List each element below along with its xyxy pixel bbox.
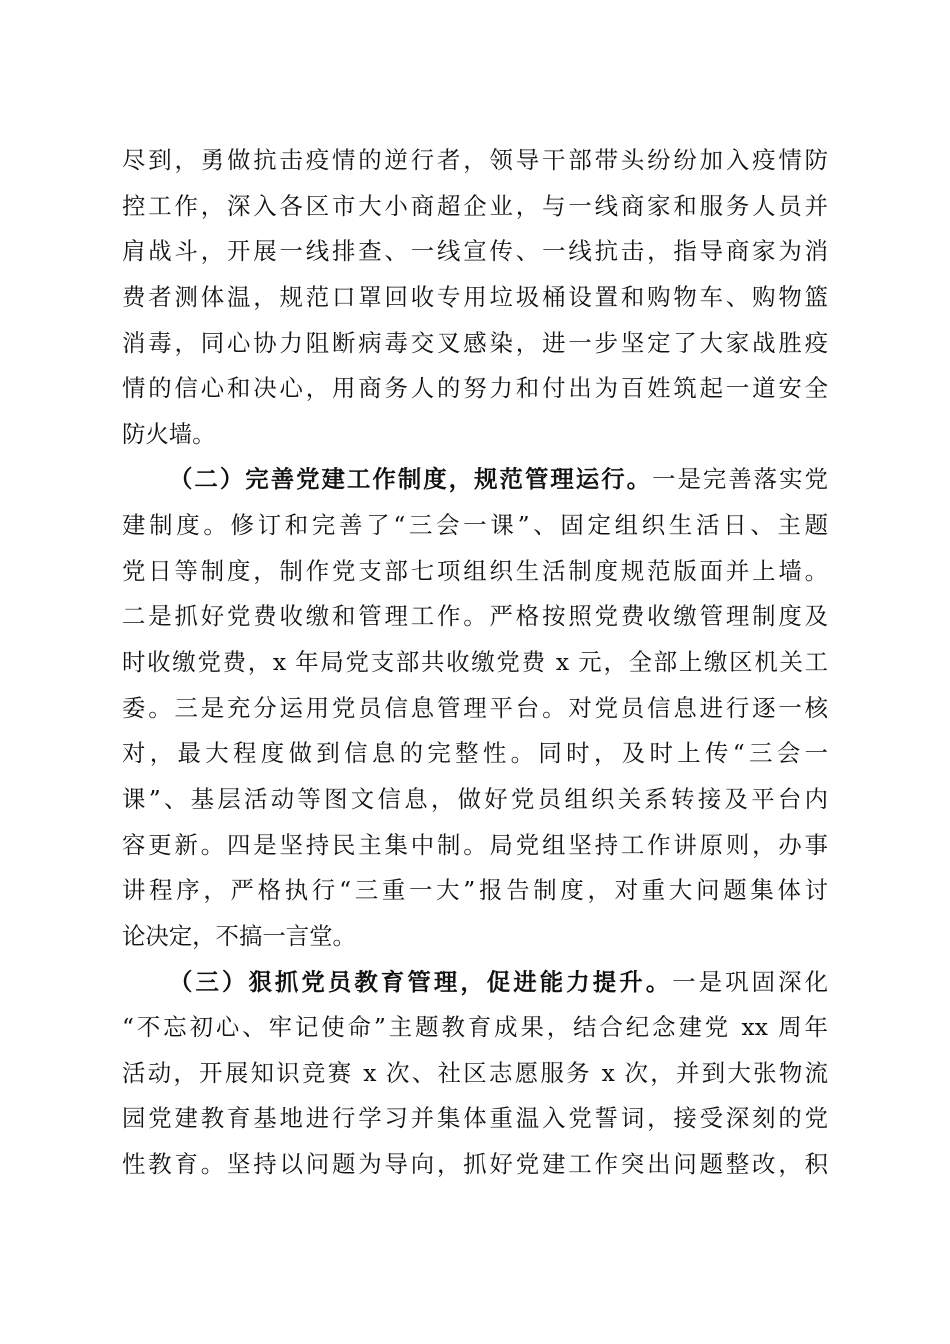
text-line: 情的信心和决心，用商务人的努力和付出为百姓筑起一道安全 xyxy=(122,374,828,403)
text-line: 控工作，深入各区市大小商超企业，与一线商家和服务人员并 xyxy=(122,191,828,220)
text-run: 一是巩固深化 xyxy=(672,967,829,996)
section-heading-line xyxy=(122,457,828,503)
text-line: 二是抓好党费收缴和管理工作。严格按照党费收缴管理制度及 xyxy=(122,602,828,631)
text-line: 对，最大程度做到信息的完整性。同时，及时上传“三会一 xyxy=(122,739,828,768)
text-line: 委。三是充分运用党员信息管理平台。对党员信息进行逐一核 xyxy=(122,693,828,722)
text-run: 一是完善落实党 xyxy=(652,465,828,494)
text-line: 性教育。坚持以问题为导向，抓好党建工作突出问题整改，积 xyxy=(122,1150,828,1179)
section-heading: （三）狠抓党员教育管理，促进能力提升。 xyxy=(169,967,673,996)
text-line: 活动，开展知识竞赛 x 次、社区志愿服务 x 次，并到大张物流 xyxy=(122,1058,828,1087)
text-line: 党日等制度，制作党支部七项组织生活制度规范版面并上墙。 xyxy=(122,556,828,585)
text-line: 费者测体温，规范口罩回收专用垃圾桶设置和购物车、购物篮 xyxy=(122,282,828,311)
text-line: “不忘初心、牢记使命”主题教育成果，结合纪念建党 xx 周年 xyxy=(122,1013,828,1042)
text-line: 论决定，不搞一言堂。 xyxy=(122,921,356,950)
text-line: 建制度。修订和完善了“三会一课”、固定组织生活日、主题 xyxy=(122,511,828,540)
text-line: 容更新。四是坚持民主集中制。局党组坚持工作讲原则，办事 xyxy=(122,830,828,859)
text-line: 尽到，勇做抗击疫情的逆行者，领导干部带头纷纷加入疫情防 xyxy=(122,146,828,174)
text-line: 肩战斗，开展一线排查、一线宣传、一线抗击，指导商家为消 xyxy=(122,237,828,266)
text-line: 防火墙。 xyxy=(122,419,216,448)
text-line: 讲程序，严格执行“三重一大”报告制度，对重大问题集体讨 xyxy=(122,876,828,905)
section-heading: （二）完善党建工作制度，规范管理运行。 xyxy=(169,465,653,494)
text-line: 课”、基层活动等图文信息，做好党员组织关系转接及平台内 xyxy=(122,784,828,813)
document-body xyxy=(122,138,828,1188)
section-heading-line xyxy=(122,960,828,1006)
text-line: 消毒，同心协力阻断病毒交叉感染，进一步坚定了大家战胜疫 xyxy=(122,328,828,357)
text-line: 园党建教育基地进行学习并集体重温入党誓词，接受深刻的党 xyxy=(122,1104,828,1133)
text-line: 时收缴党费，x 年局党支部共收缴党费 x 元，全部上缴区机关工 xyxy=(122,648,828,677)
